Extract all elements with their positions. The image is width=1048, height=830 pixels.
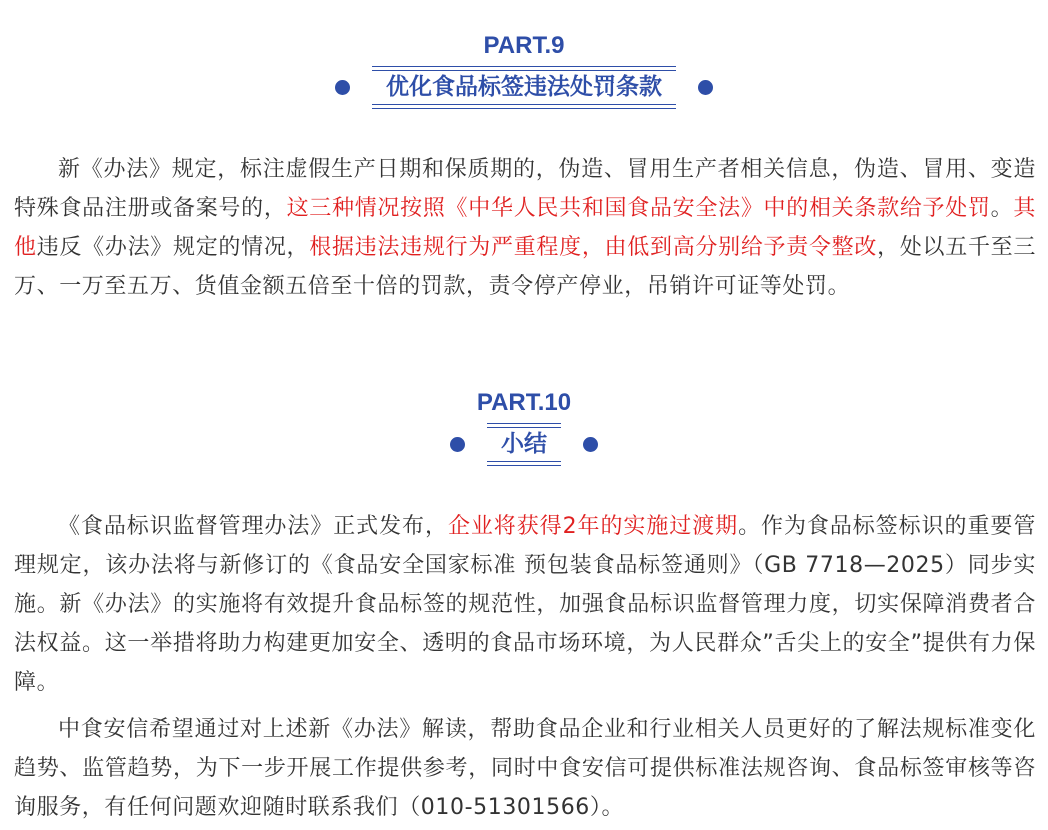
text-segment: 。 [990,196,1014,221]
section-9-title-row [0,66,1048,109]
part-10-label: PART.10 [476,389,572,416]
highlight-text: 企业将获得2年的实施过渡期 [447,514,739,539]
section-9-paragraph [14,150,1036,306]
highlight-text: 其他 [14,196,1036,260]
section-9-title: 优化食品标签违法处罚条款 [372,66,676,109]
text-segment: 《食品标识监督管理办法》正式发布， [58,514,448,539]
section-10-title: 小结 [487,423,561,466]
left-dot-icon [335,80,350,95]
highlight-text: 这三种情况按照《中华人民共和国食品安全法》中的相关条款给予处罚 [286,196,991,221]
highlight-text: 根据违法违规行为严重程度，由低到高分别给予责令整改 [309,235,878,260]
text-segment: 新《办法》规定，标注虚假生产日期和保质期的，伪造、冒用生产者相关信息，伪造、冒用、变造特殊食品注册或备案号的， [14,157,1036,221]
part-9-label: PART.9 [483,32,565,59]
text-segment: ，处以五千至三万、一万至五万、货值金额五倍至十倍的罚款，责令停产停业，吊销许可证等处罚。 [14,235,1036,299]
section-10-paragraph-2: 中食安信希望通过对上述新《办法》解读，帮助食品企业和行业相关人员更好的了解法规标准变化趋势、监管趋势，为下一步开展工作提供参考，同时中食安信可提供标准法规咨询、食品标签审核等咨询服务，有任何问题欢迎随时联系我们（010-51301566）。 [14,717,1036,820]
right-dot-icon [698,80,713,95]
section-10-paragraph-1 [14,507,1036,702]
left-dot-icon [450,437,465,452]
text-segment: 。作为食品标签标识的重要管理规定，该办法将与新修订的《食品安全国家标准 预包装食品标签通则》（GB 7718—2025）同步实施。新《办法》的实施将有效提升食品标签的规范性，加强食品标识监督管理力度，切实保障消费者合法权益。这一举措将助力构建更加安全、透明的食品市场环境，为人民群众”舌尖上的安全”提供有力保障。 [14,514,1036,695]
section-10-title-row [0,423,1048,466]
text-segment: 违反《办法》规定的情况， [36,235,310,260]
right-dot-icon [583,437,598,452]
